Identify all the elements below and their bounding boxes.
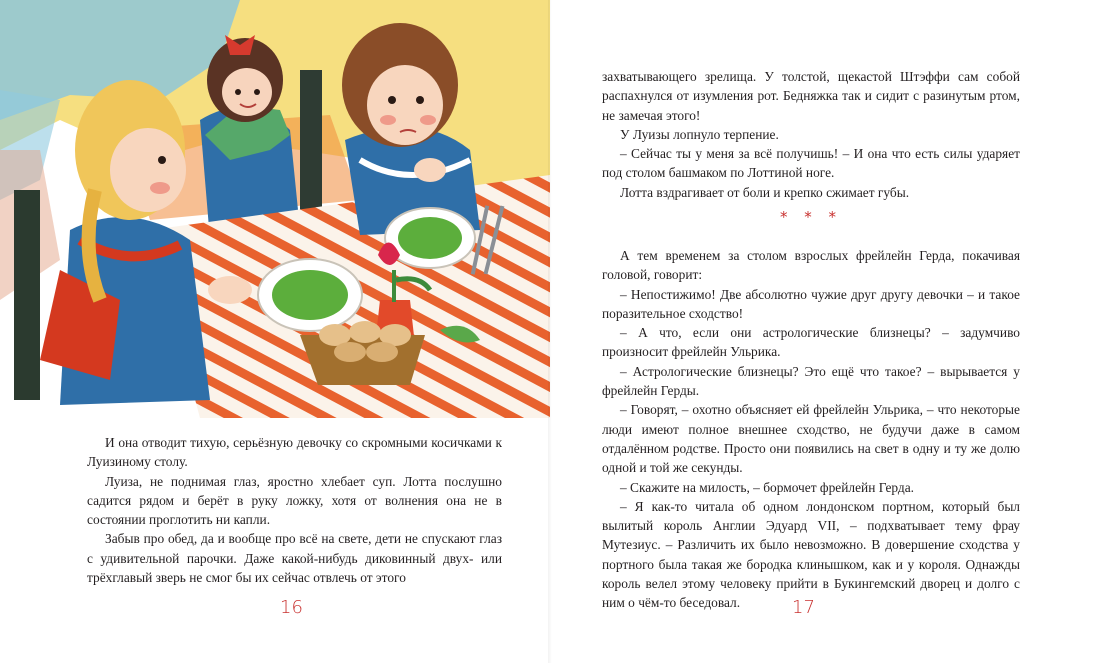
paragraph: – Я как-то читала об одном лондонском портном, который был вылитый король Англии Эдуард VII, – подхватывает тему фрау Мутезиус. – Различить их было невозможно. В довершение сходства у портного была такая же бородка клинышком, как и у короля. Однажды король велел этому человеку прийти в Букингемский дворец и долго с ним о чём-то беседовал. xyxy=(602,498,1020,611)
section-separator: * * * xyxy=(779,208,843,226)
paragraph: – Скажите на милость, – бормочет фрейлейн Герда. xyxy=(620,479,915,495)
left-page-text xyxy=(87,433,502,587)
paragraph: У Луизы лопнуло терпение. xyxy=(620,126,779,142)
right-page-text-top xyxy=(602,67,1020,202)
paragraph: Луиза, не поднимая глаз, яростно хлебает суп. Лотта послушно садится рядом и берёт в руку ложку, хотя от волнения она не в состоянии проглотить ни капли. xyxy=(87,473,502,528)
page-number: 17 xyxy=(792,597,815,618)
right-page-text-bottom xyxy=(602,246,1020,613)
right-page xyxy=(550,0,1100,663)
paragraph: – Говорят, – охотно объясняет ей фрейлейн Ульрика, – что некоторые люди имеют полное внешнее сходство, не будучи даже в самом отдалённом родстве. Просто они появились на свет в одну и ту же долю одной и той же секунды. xyxy=(602,402,1020,476)
girls-at-dining-table-illustration xyxy=(0,0,550,418)
paragraph: захватывающего зрелища. У толстой, щекастой Штэффи сам собой распахнулся от изумления рот. Бедняжка так и сидит с разинутым ртом, не замечая этого! xyxy=(602,69,1020,123)
paragraph: Лотта вздрагивает от боли и крепко сжимает губы. xyxy=(620,184,910,200)
paragraph: И она отводит тихую, серьёзную девочку со скромными косичками к Луизиному столу. xyxy=(87,435,502,470)
paragraph: – Сейчас ты у меня за всё получишь! – И она что есть силы ударяет под столом башмаком по Лоттиной ноге. xyxy=(602,146,1020,181)
paragraph: А тем временем за столом взрослых фрейлейн Герда, покачивая головой, говорит: xyxy=(602,248,1020,283)
paragraph: – А что, если они астрологические близнецы? – задумчиво произносит фрейлейн Ульрика. xyxy=(602,325,1020,360)
paragraph: Забыв про обед, да и вообще про всё на свете, дети не спускают глаз с удивительной парочки. Даже какой-нибудь диковинный двух- или трёхглавый зверь не смог бы их сейчас отвлечь от этого xyxy=(87,531,502,586)
paragraph: – Непостижимо! Две абсолютно чужие друг другу девочки – и такое поразительное сходство! xyxy=(602,286,1020,321)
paragraph: – Астрологические близнецы? Это ещё что такое? – вырывается у фрейлейн Герды. xyxy=(602,363,1020,399)
page-number: 16 xyxy=(280,597,303,618)
